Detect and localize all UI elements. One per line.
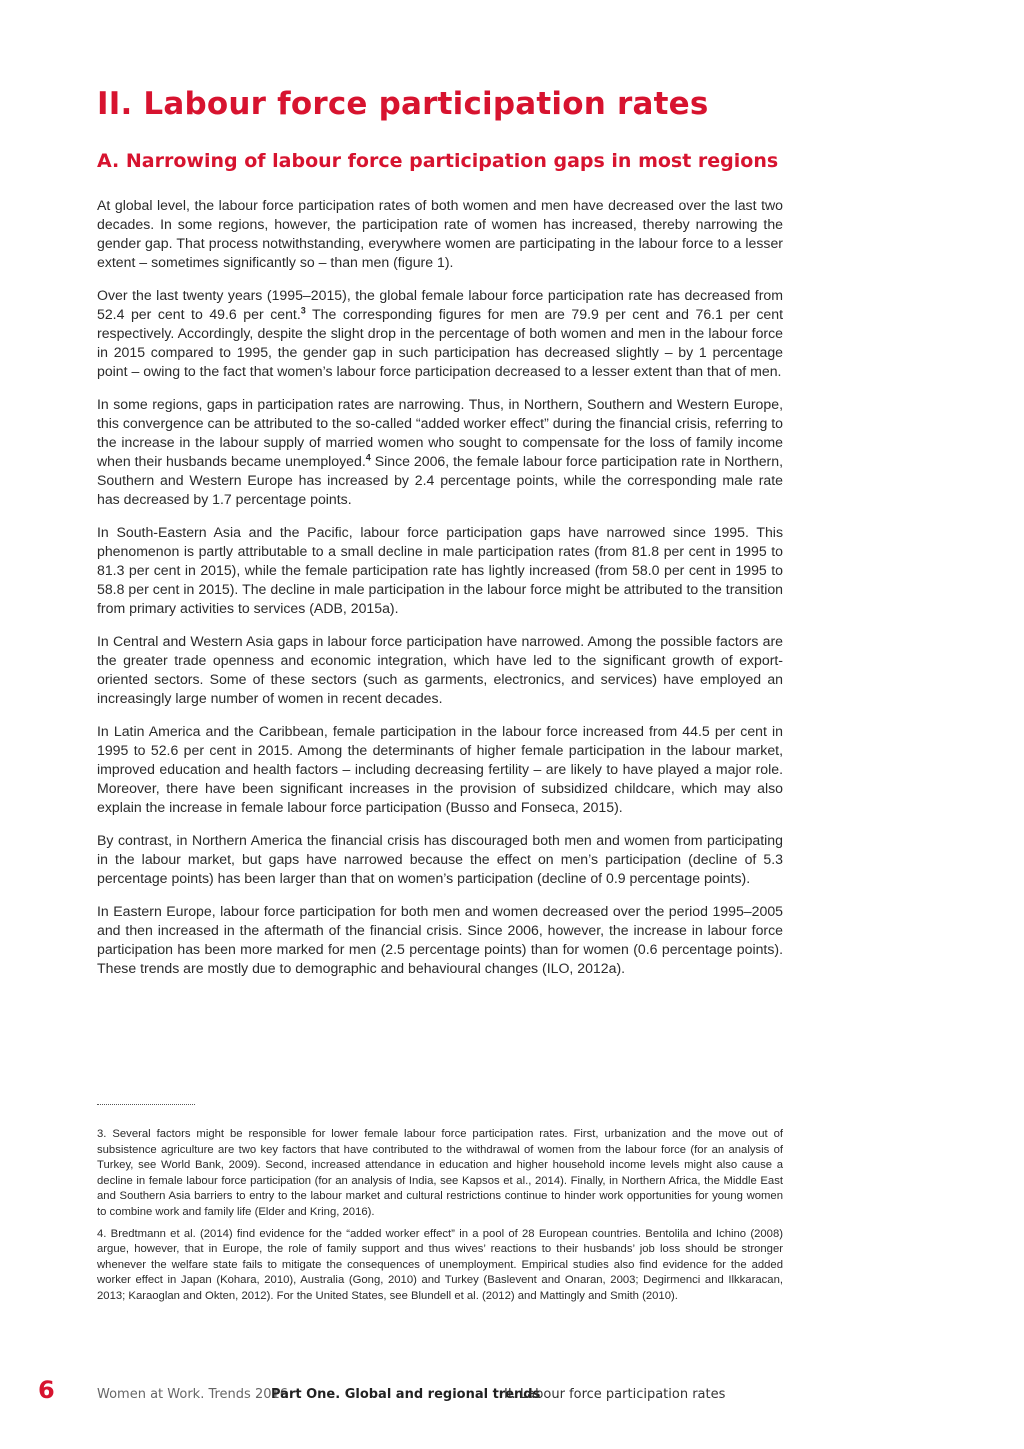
paragraph-5: In Central and Western Asia gaps in labour force participation have narrowed. Among the possible factors are the greater trade openness and economic integration, which have led to the significant growth of export-oriented sectors. Some of these sectors (such as garments, electronics, and services) have employed an increasingly large number of women in recent decades. [97, 633, 783, 706]
paragraph-3 [97, 395, 783, 509]
paragraph-6: In Latin America and the Caribbean, female participation in the labour force increased from 44.5 per cent in 1995 to 52.6 per cent in 2015. Among the determinants of higher female participation in the labour market, improved education and health factors – including decreasing fertility – are likely to have played a major role. Moreover, there have been significant increases in the provision of subsidized childcare, which may also explain the increase in female labour force participation (Busso and Fonseca, 2015). [97, 723, 783, 815]
page-footer [0, 1376, 1024, 1414]
body-text [97, 196, 783, 992]
paragraph-8: In Eastern Europe, labour force participation for both men and women decreased over the period 1995–2005 and then increased in the aftermath of the financial crisis. Since 2006, however, the increase in labour force participation has been more marked for men (2.5 percentage points) than for women (0.6 percentage points). These trends are mostly due to demographic and behavioural changes (ILO, 2012a). [97, 903, 783, 976]
paragraph-1: At global level, the labour force participation rates of both women and men have decreased over the last two decades. In some regions, however, the participation rate of women has increased, thereby narrowing the gender gap. That process notwithstanding, everywhere women are participating in the labour force to a lesser extent – sometimes significantly so – than men (figure 1). [97, 197, 783, 270]
page-number: 6 [38, 1376, 55, 1404]
paragraph-2-part-a: Over the last twenty years (1995–2015), the global female labour force participation rate has decreased from 52.4 per cent to 49.6 per cent. [97, 287, 783, 322]
footnote-4: 4. Bredtmann et al. (2014) find evidence for the “added worker effect” in a pool of 28 European countries. Bentolila and Ichino (2008) argue, however, that in Europe, the role of family support and thus wives’ reactions to their husbands’ job loss should be stronger whenever the welfare state fails to mitigate the consequences of unemployment. Empirical studies also find evidence for the added worker effect in Japan (Kohara, 2010), Australia (Gong, 2010) and Turkey (Baslevent and Onaran, 2003; Degirmenci and Ilkkaracan, 2013; Karaoglan and Okten, 2012). For the United States, see Blundell et al. (2012) and Mattingly and Smith (2010). [97, 1227, 783, 1302]
paragraph-2-part-b: The corresponding figures for men are 79.9 per cent and 76.1 per cent respectively. Accordingly, despite the slight drop in the percentage of both women and men in the labour force in 2015 compared to 1995, the gender gap in such participation has decreased slightly – by 1 percentage point – owing to the fact that women’s labour force participation decreased to a lesser extent than that of men. [97, 306, 784, 379]
footer-publication-title: Women at Work. Trends 2016 [97, 1387, 289, 1402]
paragraph-3-part-a: In some regions, gaps in participation rates are narrowing. Thus, in Northern, Southern and Western Europe, this convergence can be attributed to the so-called “added worker effect” during the financial crisis, referring to the increase in the labour supply of married women who sought to compensate for the loss of family income when their husbands became unemployed. [97, 396, 784, 469]
footnote-divider [97, 1104, 195, 1105]
footnote-3: 3. Several factors might be responsible for lower female labour force participation rates. First, urbanization and the move out of subsistence agriculture are two key factors that have contributed to the withdrawal of women from the labour force (for an analysis of Turkey, see World Bank, 2009). Second, increased attendance in education and higher household income levels might also cause a decline in female labour force participation (for an analysis of India, see Kapsos et al., 2014). Finally, in Northern Africa, the Middle East and Southern Asia barriers to entry to the labour market and cultural restrictions continue to hinder work opportunities for young women to combine work and family life (Elder and Kring, 2016). [97, 1128, 783, 1218]
footnote-ref-3[interactable]: 3 [300, 305, 306, 316]
paragraph-2 [97, 286, 783, 381]
footnote-ref-4[interactable]: 4 [365, 452, 371, 463]
section-heading: II. Labour force participation rates [97, 86, 709, 122]
subsection-heading: A. Narrowing of labour force participation gaps in most regions [97, 150, 779, 172]
paragraph-4: In South-Eastern Asia and the Pacific, labour force participation gaps have narrowed since 1995. This phenomenon is partly attributable to a small decline in male participation rates (from 81.8 per cent in 1995 to 81.3 per cent in 2015), while the female participation rate has lightly increased (from 58.0 per cent in 1995 to 58.8 per cent in 2015). The decline in male participation in the labour force might be attributed to the transition from primary activities to services (ADB, 2015a). [97, 524, 783, 616]
footer-section-title: II. Labour force participation rates [504, 1387, 726, 1402]
footnotes [97, 1127, 783, 1311]
paragraph-7: By contrast, in Northern America the financial crisis has discouraged both men and women from participating in the labour market, but gaps have narrowed because the effect on men’s participation (decline of 5.3 percentage points) has been larger than that on women’s participation (decline of 0.9 percentage points). [97, 832, 783, 886]
paragraph-3-part-b: Since 2006, the female labour force participation rate in Northern, Southern and Western Europe has increased by 2.4 percentage points, while the corresponding male rate has decreased by 1.7 percentage points. [97, 453, 783, 507]
footer-part-title: Part One. Global and regional trends [271, 1387, 541, 1402]
